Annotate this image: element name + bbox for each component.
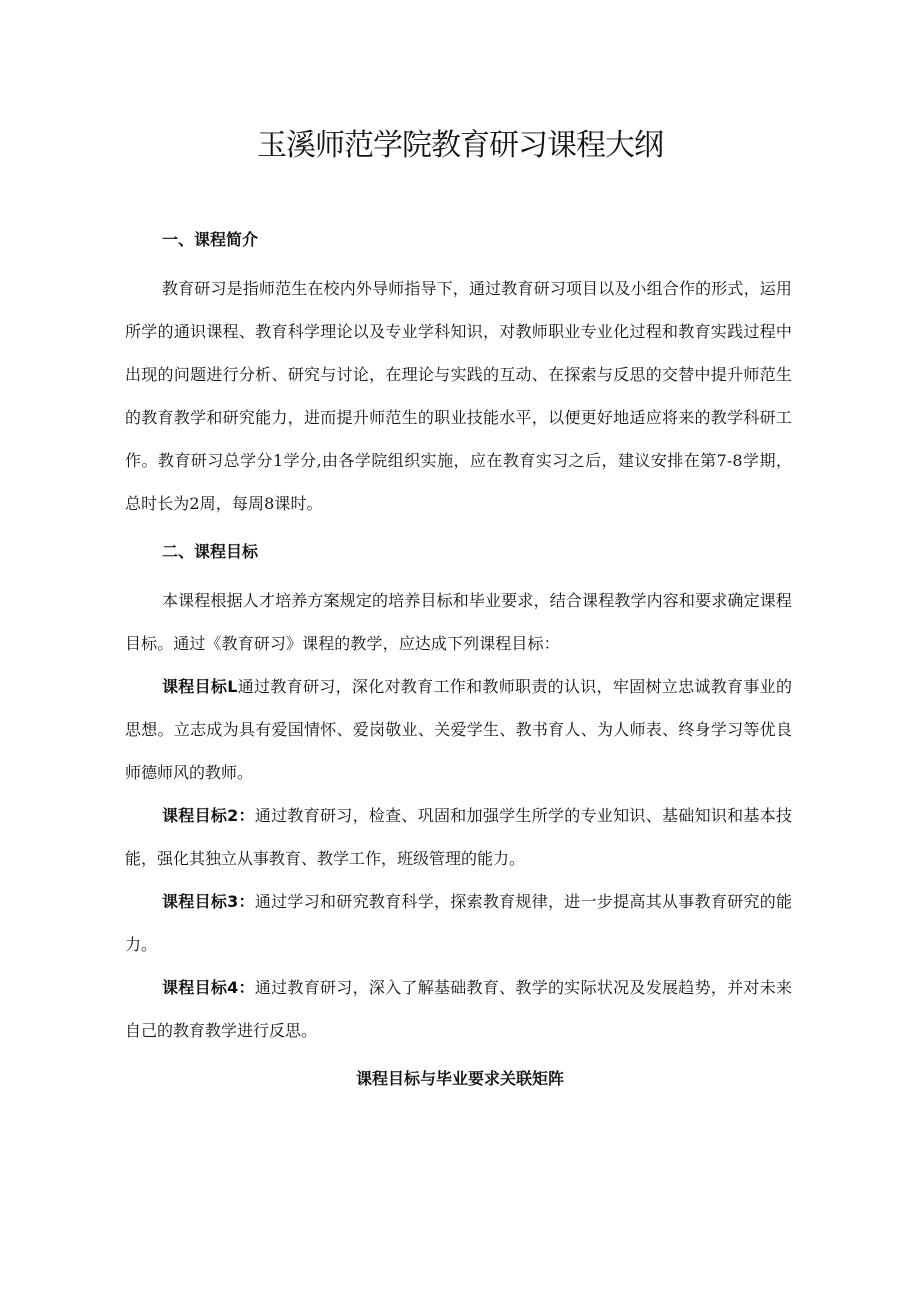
- course-goal-label: 课程目标L: [162, 677, 238, 696]
- matrix-title: 课程目标与毕业要求关联矩阵: [355, 1069, 564, 1088]
- course-goal-2: [125, 794, 792, 880]
- course-goal-label: 课程目标4：: [162, 978, 255, 997]
- section-heading-intro: 一、课程简介: [162, 230, 259, 249]
- course-goal-3: [125, 880, 792, 966]
- course-goal-label: 课程目标2：: [162, 806, 255, 825]
- intro-paragraph: 教育研习是指师范生在校内外导师指导下，通过教育研习项目以及小组合作的形式，运用所学的通识课程、教育科学理论以及专业学科知识，对教师职业专业化过程和教育实践过程中出现的问题进行分析、研究与讨论，在理论与实践的互动、在探索与反思的交替中提升师范生的教育教学和研究能力，进而提升师范生的职业技能水平，以便更好地适应将来的教学科研工作。教育研习总学分1学分,由各学院组织实施，应在教育实习之后，建议安排在第7-8学期，总时长为2周，每周8课时。: [125, 279, 792, 513]
- course-goal-4: [125, 966, 792, 1052]
- course-goal-text: 通过教育研习，检查、巩固和加强学生所学的专业知识、基础知识和基本技能，强化其独立从事教育、教学工作，班级管理的能力。: [125, 806, 792, 868]
- course-goal-text: 通过教育研习，深化对教育工作和教师职责的认识，牢固树立忠诚教育事业的思想。立志成为具有爱国情怀、爱岗敬业、关爱学生、教书育人、为人师表、终身学习等优良师德师风的教师。: [125, 677, 792, 782]
- course-goal-text: 通过教育研习，深入了解基础教育、教学的实际状况及发展趋势，并对未来自己的教育教学进行反思。: [125, 978, 792, 1040]
- goals-intro-paragraph: 本课程根据人才培养方案规定的培养目标和毕业要求，结合课程教学内容和要求确定课程目标。通过《教育研习》课程的教学，应达成下列课程目标：: [125, 591, 792, 653]
- document-title: 玉溪师范学院教育研习课程大纲: [257, 128, 663, 163]
- course-goal-label: 课程目标3：: [162, 892, 255, 911]
- section-heading-goals: 二、课程目标: [162, 542, 259, 561]
- course-goal-1: [125, 665, 792, 794]
- course-goal-text: 通过学习和研究教育科学，探索教育规律，进一步提高其从事教育研究的能力。: [125, 892, 792, 954]
